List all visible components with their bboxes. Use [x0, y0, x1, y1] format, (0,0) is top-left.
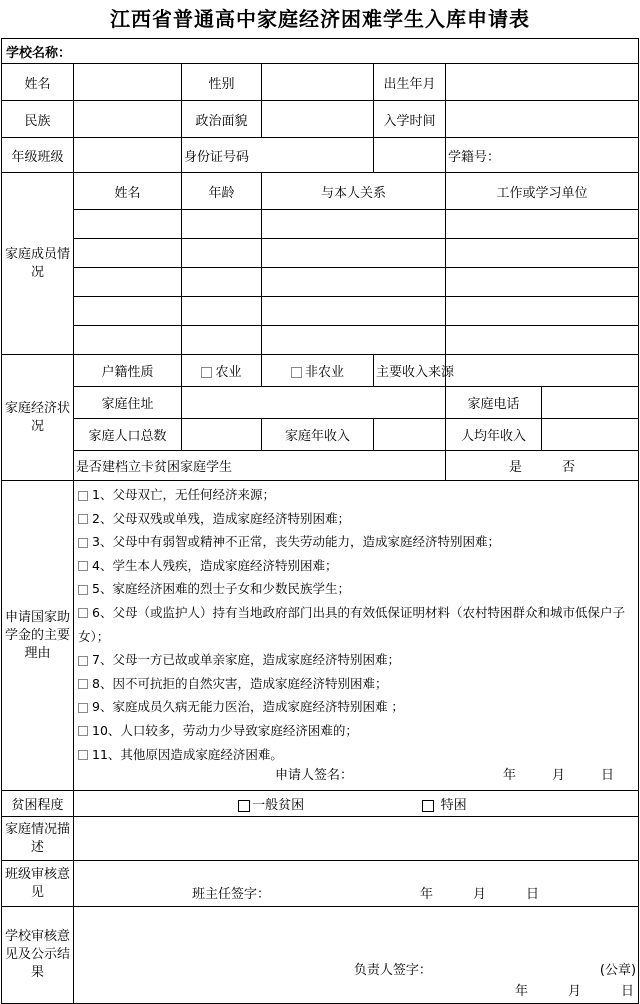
enroll-label: 入学时间	[374, 101, 446, 138]
member-relation-field[interactable]	[262, 210, 446, 239]
member-name-field[interactable]	[74, 239, 182, 268]
month-label: 月	[473, 887, 487, 902]
checkbox-icon[interactable]	[78, 679, 88, 689]
day-label: 日	[621, 984, 635, 999]
poverty-special-option[interactable]: 特困	[422, 798, 466, 813]
checkbox-icon[interactable]	[78, 538, 88, 548]
applicant-signature-line[interactable]	[78, 766, 634, 786]
card-no-option[interactable]: 否	[562, 460, 576, 475]
member-age-field[interactable]	[182, 326, 262, 355]
hukou-label: 户籍性质	[74, 355, 182, 387]
reasons-list	[74, 481, 639, 791]
checkbox-icon[interactable]	[201, 367, 212, 378]
id-number-label: 身份证号码	[182, 138, 374, 173]
year-label: 年	[515, 984, 529, 999]
member-relation-field[interactable]	[262, 297, 446, 326]
member-age-field[interactable]	[182, 268, 262, 297]
reason-item[interactable]: 4、学生本人残疾，造成家庭经济特别困难；	[78, 554, 634, 578]
year-label: 年	[420, 887, 434, 902]
main-income-field[interactable]	[446, 355, 639, 387]
checkbox-icon[interactable]	[78, 491, 88, 501]
member-relation-field[interactable]	[262, 268, 446, 297]
checkbox-icon[interactable]	[78, 656, 88, 666]
member-name-field[interactable]	[74, 268, 182, 297]
enroll-field[interactable]	[446, 101, 639, 138]
reasons-section-label: 申请国家助学金的主要理由	[2, 481, 74, 791]
phone-field[interactable]	[542, 387, 639, 419]
annual-income-label: 家庭年收入	[262, 419, 374, 451]
poverty-label: 贫困程度	[2, 791, 74, 817]
class-teacher-signature-line[interactable]	[76, 884, 636, 906]
month-label: 月	[568, 984, 582, 999]
family-member-row	[2, 297, 639, 326]
student-no-field[interactable]	[446, 138, 639, 173]
checkbox-icon[interactable]	[78, 514, 88, 524]
nonagri-label: 非农业	[304, 365, 344, 380]
main-income-label: 主要收入来源	[374, 355, 446, 387]
checkbox-icon[interactable]	[238, 800, 250, 812]
reason-item[interactable]: 8、因不可抗拒的自然灾害，造成家庭经济特别困难；	[78, 672, 634, 696]
member-relation-field[interactable]	[262, 239, 446, 268]
member-relation-field[interactable]	[262, 326, 446, 355]
member-age-field[interactable]	[182, 210, 262, 239]
annual-income-field[interactable]	[374, 419, 446, 451]
applicant-signature-label: 申请人签名：	[274, 768, 353, 784]
school-name-field[interactable]	[2, 39, 639, 64]
member-age-field[interactable]	[182, 239, 262, 268]
hukou-agri-option[interactable]	[182, 355, 262, 387]
political-field[interactable]	[262, 101, 374, 138]
card-question-label: 是否建档立卡贫困家庭学生	[74, 451, 446, 481]
reason-item[interactable]: 1、父母双亡，无任何经济来源；	[78, 483, 634, 507]
grade-class-label: 年级班级	[2, 138, 74, 173]
school-signature-label: 负责人签字：	[353, 963, 432, 978]
member-header-workplace: 工作或学习单位	[446, 173, 639, 210]
day-label: 日	[526, 887, 540, 902]
year-label: 年	[503, 768, 517, 784]
member-name-field[interactable]	[74, 210, 182, 239]
seal-label: (公章)	[599, 963, 637, 978]
class-teacher-signature-label: 班主任签字：	[192, 887, 271, 902]
school-review-field[interactable]	[74, 907, 639, 1004]
family-member-row	[2, 268, 639, 297]
member-age-field[interactable]	[182, 297, 262, 326]
form-title: 江西省普通高中家庭经济困难学生入库申请表	[110, 7, 530, 31]
address-field[interactable]	[182, 387, 446, 419]
member-header-relation: 与本人关系	[262, 173, 446, 210]
reason-item[interactable]: 2、父母双残或单残，造成家庭经济特别困难；	[78, 507, 634, 531]
agri-label: 农业	[215, 365, 242, 380]
checkbox-icon[interactable]	[78, 750, 88, 760]
checkbox-icon[interactable]	[78, 585, 88, 595]
school-date-line	[76, 982, 636, 1002]
birth-field[interactable]	[446, 64, 639, 101]
family-member-row	[2, 210, 639, 239]
family-desc-label: 家庭情况描述	[2, 817, 74, 861]
reason-item[interactable]: 5、家庭经济困难的烈士子女和少数民族学生；	[78, 577, 634, 601]
grade-class-field[interactable]	[74, 138, 182, 173]
checkbox-icon[interactable]	[78, 726, 88, 736]
checkbox-icon[interactable]	[291, 367, 302, 378]
card-answer-field[interactable]	[446, 451, 639, 481]
hukou-nonagri-option[interactable]	[262, 355, 374, 387]
member-header-name: 姓名	[74, 173, 182, 210]
poverty-options	[74, 791, 639, 817]
family-desc-field[interactable]	[74, 817, 639, 861]
poverty-general-option[interactable]: 一般贫困	[238, 798, 304, 813]
gender-label: 性别	[182, 64, 262, 101]
checkbox-icon[interactable]	[78, 561, 88, 571]
reason-item[interactable]: 6、父母（或监护人）持有当地政府部门出具的有效低保证明材料（农村特困群众和城市低保户子女）；	[78, 604, 625, 644]
population-field[interactable]	[182, 419, 262, 451]
family-member-row	[2, 326, 639, 355]
reason-item[interactable]: 10、人口较多，劳动力少导致家庭经济困难的；	[78, 719, 634, 743]
day-label: 日	[601, 768, 615, 784]
ethnicity-field[interactable]	[74, 101, 182, 138]
reason-item[interactable]: 3、父母中有弱智或精神不正常，丧失劳动能力，造成家庭经济特别困难；	[78, 530, 634, 554]
reason-item[interactable]: 9、家庭成员久病无能力医治，造成家庭经济特别困难 ；	[78, 695, 634, 719]
address-label: 家庭住址	[74, 387, 182, 419]
card-yes-option[interactable]: 是	[509, 460, 523, 475]
member-workplace-field[interactable]	[446, 210, 639, 239]
member-header-age: 年龄	[182, 173, 262, 210]
phone-label: 家庭电话	[446, 387, 542, 419]
member-name-field[interactable]	[74, 297, 182, 326]
per-capita-label: 人均年收入	[446, 419, 542, 451]
political-label: 政治面貌	[182, 101, 262, 138]
name-label: 姓名	[2, 64, 74, 101]
member-workplace-field[interactable]	[446, 239, 639, 268]
student-no-label: 学籍号：	[448, 149, 501, 165]
class-review-field[interactable]	[74, 861, 639, 907]
family-member-row	[2, 239, 639, 268]
member-workplace-field[interactable]	[446, 268, 639, 297]
member-workplace-field[interactable]	[446, 297, 639, 326]
member-name-field[interactable]	[74, 326, 182, 355]
reason-item[interactable]: 7、父母一方已故或单亲家庭，造成家庭经济特别困难；	[78, 648, 634, 672]
economy-section-label: 家庭经济状况	[2, 355, 74, 481]
checkbox-icon[interactable]	[78, 608, 88, 618]
member-workplace-field[interactable]	[446, 326, 639, 355]
reason-item[interactable]: 11、其他原因造成家庭经济困难。	[78, 743, 634, 767]
per-capita-field[interactable]	[542, 419, 639, 451]
id-number-field[interactable]	[374, 138, 446, 173]
application-form-table	[1, 38, 639, 1004]
checkbox-icon[interactable]	[78, 703, 88, 713]
population-label: 家庭人口总数	[74, 419, 182, 451]
birth-label: 出生年月	[374, 64, 446, 101]
name-field[interactable]	[74, 64, 182, 101]
month-label: 月	[552, 768, 566, 784]
family-members-section-label: 家庭成员情况	[2, 173, 74, 355]
class-review-label: 班级审核意见	[2, 861, 74, 907]
school-signature-line[interactable]	[76, 960, 636, 982]
checkbox-icon[interactable]	[422, 800, 434, 812]
gender-field[interactable]	[262, 64, 374, 101]
school-review-label: 学校审核意见及公示结果	[2, 907, 74, 1004]
ethnicity-label: 民族	[2, 101, 74, 138]
school-name-label: 学校名称：	[6, 45, 72, 61]
